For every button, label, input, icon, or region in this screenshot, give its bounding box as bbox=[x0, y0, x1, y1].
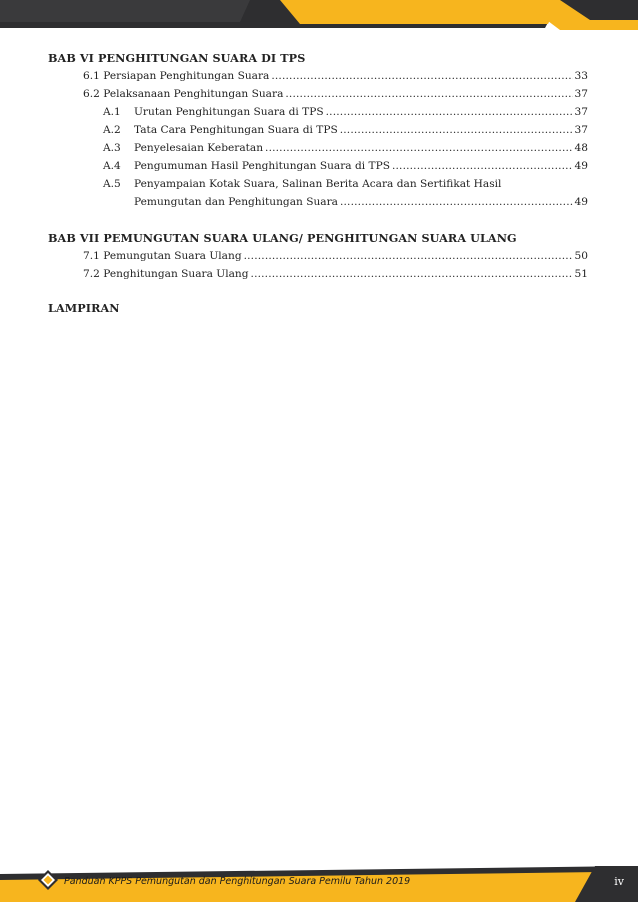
toc-entry-6-2[interactable] bbox=[48, 85, 588, 103]
toc-entry-6-1[interactable] bbox=[48, 67, 588, 85]
spacer bbox=[48, 283, 588, 300]
footer-document-title: Panduan KPPS Pemungutan dan Penghitungan Suara Pemilu Tahun 2019 bbox=[64, 876, 411, 887]
entry-page: 51 bbox=[574, 268, 588, 280]
entry-number: A.2 bbox=[103, 124, 121, 136]
entry-label-line2: Pemungutan dan Penghitungan Suara bbox=[134, 196, 338, 208]
entry-page: 37 bbox=[574, 88, 588, 100]
toc-entry-7-2[interactable] bbox=[48, 265, 588, 283]
entry-line2 bbox=[134, 193, 588, 211]
entry-page: 50 bbox=[574, 250, 588, 262]
header-band bbox=[0, 0, 638, 30]
entry-page: 37 bbox=[574, 124, 588, 136]
entry-number: A.4 bbox=[103, 160, 121, 172]
chapter-heading-bab-vii[interactable]: BAB VII PEMUNGUTAN SUARA ULANG/ PENGHITUNGAN SUARA ULANG bbox=[48, 231, 517, 245]
entry-label-line1: Penyampaian Kotak Suara, Salinan Berita Acara dan Sertifikat Hasil bbox=[134, 178, 502, 190]
entry-label: Urutan Penghitungan Suara di TPS bbox=[134, 106, 324, 118]
toc-entry-7-1[interactable] bbox=[48, 247, 588, 265]
entry-page: 49 bbox=[574, 160, 588, 172]
entry-label: Pelaksanaan Penghitungan Suara bbox=[103, 88, 284, 100]
toc-entry-a-5[interactable] bbox=[48, 175, 588, 211]
dot-leader bbox=[340, 121, 573, 139]
entry-page: 33 bbox=[574, 70, 588, 82]
toc-entry-a-3[interactable] bbox=[48, 139, 588, 157]
chapter-heading-bab-vi[interactable]: BAB VI PENGHITUNGAN SUARA DI TPS bbox=[48, 51, 306, 65]
chapter-heading-lampiran[interactable]: LAMPIRAN bbox=[48, 301, 120, 315]
entry-body bbox=[134, 175, 588, 211]
toc-entry-a-1[interactable] bbox=[48, 103, 588, 121]
entry-number: A.1 bbox=[103, 106, 121, 118]
dot-leader bbox=[392, 157, 573, 175]
entry-label: Pengumuman Hasil Penghitungan Suara di TPS bbox=[134, 160, 390, 172]
dot-leader bbox=[265, 139, 572, 157]
entry-number: A.3 bbox=[103, 142, 121, 154]
entry-number: 7.1 bbox=[83, 250, 100, 262]
toc-entry-a-2[interactable] bbox=[48, 121, 588, 139]
dot-leader bbox=[244, 247, 573, 265]
dot-leader bbox=[340, 193, 573, 211]
entry-page: 48 bbox=[574, 142, 588, 154]
entry-label: Penyelesaian Keberatan bbox=[134, 142, 264, 154]
toc-entry-a-4[interactable] bbox=[48, 157, 588, 175]
entry-page: 49 bbox=[574, 196, 588, 208]
entry-label: Penghitungan Suara Ulang bbox=[103, 268, 249, 280]
entry-label: Pemungutan Suara Ulang bbox=[103, 250, 242, 262]
entry-number: 7.2 bbox=[83, 268, 100, 280]
entry-number: 6.2 bbox=[83, 88, 100, 100]
entry-number: A.5 bbox=[103, 178, 121, 190]
dot-leader bbox=[326, 103, 573, 121]
entry-number: 6.1 bbox=[83, 70, 100, 82]
dot-leader bbox=[271, 67, 572, 85]
dot-leader bbox=[251, 265, 573, 283]
page-number: iv bbox=[614, 875, 624, 888]
table-of-contents bbox=[48, 50, 588, 317]
entry-label: Tata Cara Penghitungan Suara di TPS bbox=[134, 124, 338, 136]
spacer bbox=[48, 211, 588, 230]
diamond-emblem-icon bbox=[38, 870, 58, 890]
entry-page: 37 bbox=[574, 106, 588, 118]
dot-leader bbox=[285, 85, 572, 103]
entry-label: Persiapan Penghitungan Suara bbox=[103, 70, 270, 82]
